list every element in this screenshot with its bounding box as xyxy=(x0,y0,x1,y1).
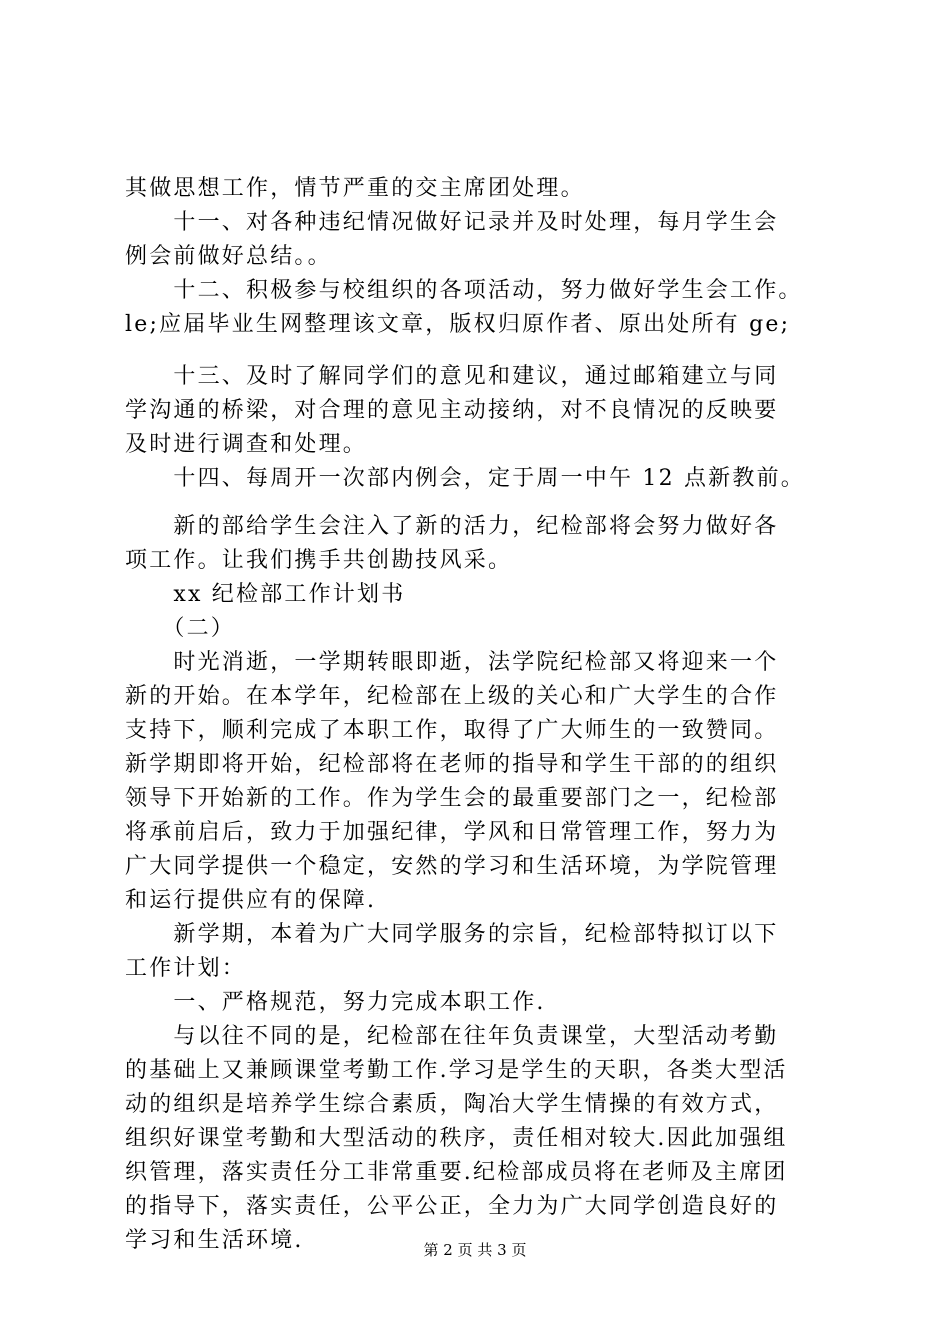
text-line: 新的开始。在本学年，纪检部在上级的关心和广大学生的合作 xyxy=(125,684,779,709)
text-line: 十二、积极参与校组织的各项活动，努力做好学生会工作。 xyxy=(125,278,803,303)
text-line: 其做思想工作，情节严重的交主席团处理。 xyxy=(125,176,585,201)
text-line: 动的组织是培养学生综合素质，陶冶大学生情操的有效方式， xyxy=(125,1092,779,1117)
text-line: 将承前启后，致力于加强纪律，学风和日常管理工作，努力为 xyxy=(125,820,779,845)
text-line: 新学期即将开始，纪检部将在老师的指导和学生干部的的组织 xyxy=(125,752,779,777)
text-line: 新的部给学生会注入了新的活力，纪检部将会努力做好各 xyxy=(125,514,779,539)
text-line: 及时进行调查和处理。 xyxy=(125,432,368,457)
text-line: 织管理，落实责任分工非常重要.纪检部成员将在老师及主席团 xyxy=(125,1160,788,1185)
text-line: 新学期，本着为广大同学服务的宗旨，纪检部特拟订以下 xyxy=(125,922,779,947)
text-line: 工作计划： xyxy=(125,956,247,981)
text-line: 学习和生活环境. xyxy=(125,1228,304,1253)
text-line: 的基础上又兼顾课堂考勤工作.学习是学生的天职，各类大型活 xyxy=(125,1058,788,1083)
text-line: 十四、每周开一次部内例会，定于周一中午 12 点新教前。 xyxy=(125,466,805,491)
page-number-footer: 第 2 页 共 3 页 xyxy=(423,1241,527,1259)
text-line: 支持下，顺利完成了本职工作，取得了广大师生的一致赞同。 xyxy=(125,718,779,743)
text-line: 十一、对各种违纪情况做好记录并及时处理，每月学生会 xyxy=(125,210,779,235)
text-line: 项工作。让我们携手共创勘技风采。 xyxy=(125,548,513,573)
text-line: 的指导下，落实责任，公平公正，全力为广大同学创造良好的 xyxy=(125,1194,779,1219)
text-line: 与以往不同的是，纪检部在往年负责课堂，大型活动考勤 xyxy=(125,1024,779,1049)
text-line: xx 纪检部工作计划书 xyxy=(125,582,406,607)
text-line: 例会前做好总结。。 xyxy=(125,244,332,269)
text-line: 组织好课堂考勤和大型活动的秩序，责任相对较大.因此加强组 xyxy=(125,1126,788,1151)
text-line: 时光消逝，一学期转眼即逝，法学院纪检部又将迎来一个 xyxy=(125,650,779,675)
text-line: 和运行提供应有的保障. xyxy=(125,888,377,913)
text-line: （二） xyxy=(125,616,236,641)
text-line: 领导下开始新的工作。作为学生会的最重要部门之一，纪检部 xyxy=(125,786,779,811)
text-line: 学沟通的桥梁，对合理的意见主动接纳，对不良情况的反映要 xyxy=(125,398,779,423)
text-line: 十三、及时了解同学们的意见和建议，通过邮箱建立与同 xyxy=(125,364,779,389)
text-line: 广大同学提供一个稳定，安然的学习和生活环境，为学院管理 xyxy=(125,854,779,879)
text-line: 一、严格规范，努力完成本职工作. xyxy=(125,990,546,1015)
text-line: le;应届毕业生网整理该文章，版权归原作者、原出处所有 ge; xyxy=(125,312,791,337)
